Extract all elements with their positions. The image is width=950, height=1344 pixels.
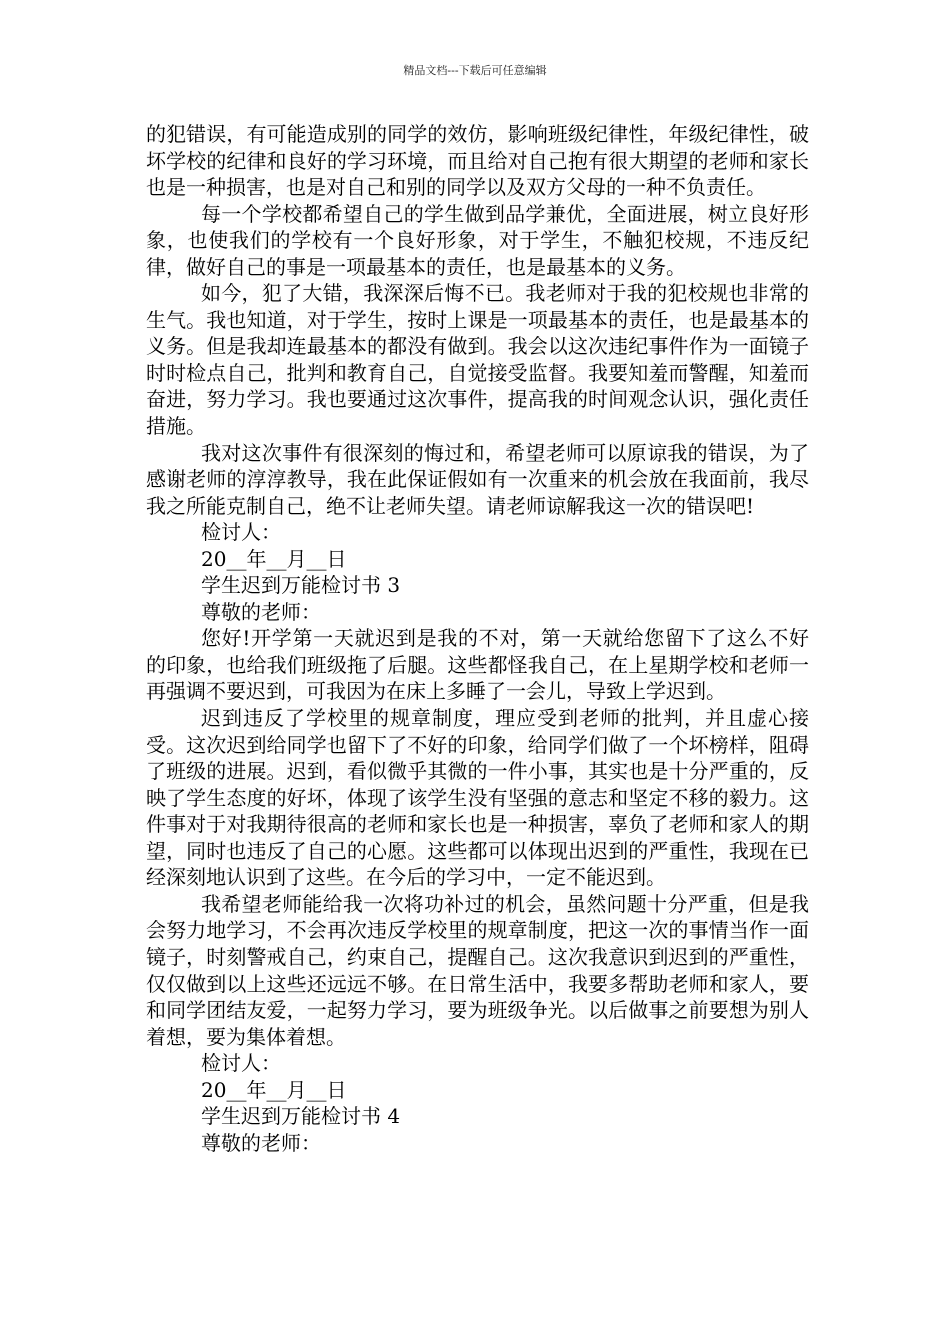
document-body: [146, 121, 809, 1156]
paragraph: 我对这次事件有很深刻的悔过和，希望老师可以原谅我的错误，为了感谢老师的淳淳教导，我在此保证假如有一次重来的机会放在我面前，我尽我之所能克制自己，绝不让老师失望。请老师谅解我这一次的错误吧!: [146, 440, 809, 518]
greeting: 尊敬的老师：: [201, 599, 321, 624]
section-title: 学生迟到万能检讨书 4: [201, 1104, 401, 1129]
paragraph-continuation: 的犯错误，有可能造成别的同学的效仿，影响班级纪律性，年级纪律性，破坏学校的纪律和良好的学习环境，而且给对自己抱有很大期望的老师和家长也是一种损害，也是对自己和别的同学以及双方父母的一种不负责任。: [146, 122, 809, 200]
paragraph: 您好!开学第一天就迟到是我的不对，第一天就给您留下了这么不好的印象，也给我们班级拖了后腿。这些都怪我自己，在上星期学校和老师一再强调不要迟到，可我因为在床上多睡了一会儿，导致上学迟到。: [146, 626, 809, 704]
section-title: 学生迟到万能检讨书 3: [201, 573, 401, 598]
date-line: 20__年__月__日: [201, 546, 347, 571]
page-header: 精品文档---下载后可任意编辑: [403, 64, 547, 77]
date-line: 20__年__月__日: [201, 1077, 347, 1102]
paragraph: 迟到违反了学校里的规章制度，理应受到老师的批判，并且虚心接受。这次迟到给同学也留下了不好的印象，给同学们做了一个坏榜样，阻碍了班级的进展。迟到，看似微乎其微的一件小事，其实也是十分严重的，反映了学生态度的好坏，体现了该学生没有坚强的意志和坚定不移的毅力。这件事对于对我期待很高的老师和家长也是一种损害，辜负了老师和家人的期望，同时也违反了自己的心愿。这些都可以体现出迟到的严重性，我现在已经深刻地认识到了这些。在今后的学习中，一定不能迟到。: [146, 706, 809, 890]
paragraph: 每一个学校都希望自己的学生做到品学兼优，全面进展，树立良好形象，也使我们的学校有一个良好形象，对于学生，不触犯校规，不违反纪律，做好自己的事是一项最基本的责任，也是最基本的义务。: [146, 201, 809, 279]
paragraph: 我希望老师能给我一次将功补过的机会，虽然问题十分严重，但是我会努力地学习，不会再次违反学校里的规章制度，把这一次的事情当作一面镜子，时刻警戒自己，约束自己，提醒自己。这次我意识到迟到的严重性，仅仅做到以上这些还远远不够。在日常生活中，我要多帮助老师和家人，要和同学团结友爱，一起努力学习，要为班级争光。以后做事之前要想为别人着想，要为集体着想。: [146, 891, 809, 1049]
signer-label: 检讨人：: [201, 1051, 281, 1076]
signer-label: 检讨人：: [201, 520, 281, 545]
greeting: 尊敬的老师：: [201, 1130, 321, 1155]
paragraph: 如今，犯了大错，我深深后悔不已。我老师对于我的犯校规也非常的生气。我也知道，对于学生，按时上课是一项最基本的责任，也是最基本的义务。但是我却连最基本的都没有做到。我会以这次违纪事件作为一面镜子时时检点自己，批判和教育自己，自觉接受监督。我要知羞而警醒，知羞而奋进，努力学习。我也要通过这次事件，提高我的时间观念认识，强化责任措施。: [146, 281, 809, 439]
